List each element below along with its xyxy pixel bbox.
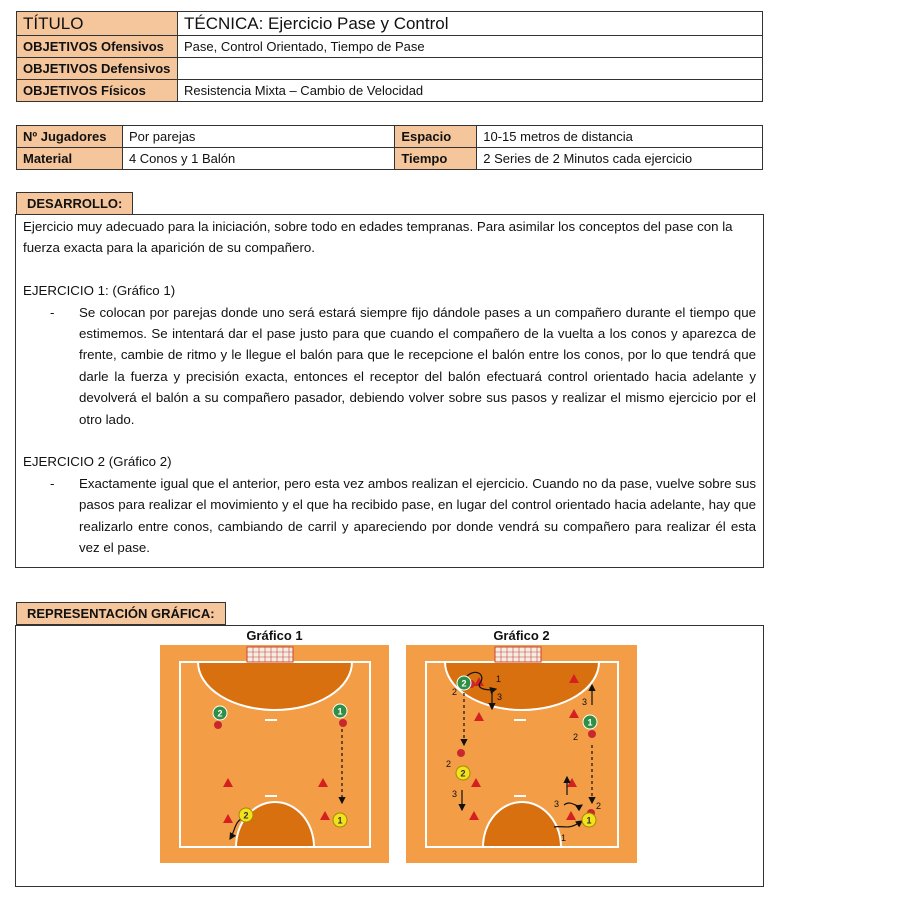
objetivos-fisicos-value: Resistencia Mixta – Cambio de Velocidad bbox=[177, 80, 762, 102]
espacio-label: Espacio bbox=[395, 126, 477, 148]
player1-icon bbox=[333, 704, 347, 718]
grafico1-diagram bbox=[160, 645, 389, 863]
player-number: 1 bbox=[337, 706, 343, 717]
player1-icon bbox=[333, 813, 347, 827]
run-label: 1 bbox=[496, 674, 502, 684]
player1-icon bbox=[583, 715, 597, 729]
player2-icon bbox=[457, 676, 471, 690]
run-label: 2 bbox=[452, 687, 458, 697]
player-number: 1 bbox=[587, 717, 593, 728]
tiempo-label: Tiempo bbox=[395, 148, 477, 170]
player2-icon bbox=[239, 808, 253, 822]
ejercicio2-text: Exactamente igual que el anterior, pero esta vez ambos realizan el ejercicio. Cuando no da pase, vuelve sobre sus pasos para realizar el movimiento y el que ha recibido pase, en lugar del control orientado hacia adelante, hay que realizarlo entre conos, cambiando de carril y apareciendo por donde vendrá su compañero para realizar él esta vez el pase. bbox=[79, 475, 756, 556]
player-number: 2 bbox=[460, 768, 466, 779]
player2-icon bbox=[456, 766, 470, 780]
player-number: 2 bbox=[243, 810, 249, 821]
player-number: 2 bbox=[217, 708, 223, 719]
player-number: 1 bbox=[337, 815, 343, 826]
info-table bbox=[16, 125, 763, 170]
grafico2-title: Gráfico 2 bbox=[493, 628, 550, 643]
titulo-label: TÍTULO bbox=[17, 12, 178, 36]
objetivos-defensivos-label: OBJETIVOS Defensivos bbox=[17, 58, 178, 80]
goal-net bbox=[247, 647, 293, 662]
player-number: 1 bbox=[586, 815, 592, 826]
ejercicio1-text: Se colocan por parejas donde uno será estará siempre fijo dándole pases a un compañero durante el tiempo que estimemos. Se intentará dar el pase justo para que cuando el compañero de la vuelta a los conos y aparezca de frente, cambie de ritmo y le llegue el balón para que le recepcione el balón entre los conos, por lo que tendrá que darle la fuerza y precisión exacta, entonces el receptor del balón efectuará control orientado hacia adelante y devolverá el balón a su compañero pasador, debiendo volver sobre sus pasos y realizar el mismo ejercicio por el otro lado. bbox=[79, 304, 756, 427]
ejercicio2-title: EJERCICIO 2 (Gráfico 2) bbox=[23, 454, 172, 470]
ejercicio1-item bbox=[23, 302, 756, 430]
grafica-heading: REPRESENTACIÓN GRÁFICA: bbox=[16, 602, 226, 625]
grafica-box bbox=[15, 625, 764, 887]
run-label: 2 bbox=[446, 759, 452, 769]
objetivos-defensivos-value bbox=[177, 58, 762, 80]
run-label: 3 bbox=[497, 692, 503, 702]
objetivos-fisicos-label: OBJETIVOS Físicos bbox=[17, 80, 178, 102]
material-value: 4 Conos y 1 Balón bbox=[122, 148, 394, 170]
bullet-dash: - bbox=[50, 475, 55, 491]
ejercicio2-item bbox=[23, 473, 756, 559]
desarrollo-intro: Ejercicio muy adecuado para la iniciación, sobre todo en edades tempranas. Para asimilar los conceptos del pase con la fuerza exacta para la aparición de su compañero. bbox=[23, 219, 733, 256]
ball-icon bbox=[588, 730, 596, 738]
grafico1-title: Gráfico 1 bbox=[246, 628, 303, 643]
player1-icon bbox=[582, 813, 596, 827]
run-label: 3 bbox=[582, 697, 588, 707]
title-table bbox=[16, 11, 763, 102]
player-number: 2 bbox=[461, 678, 467, 689]
ball-icon bbox=[214, 721, 222, 729]
objetivos-ofensivos-value: Pase, Control Orientado, Tiempo de Pase bbox=[177, 36, 762, 58]
desarrollo-box bbox=[15, 214, 764, 568]
run-label: 2 bbox=[573, 732, 579, 742]
ball-icon bbox=[457, 749, 465, 757]
desarrollo-heading: DESARROLLO: bbox=[16, 192, 133, 215]
ball-icon bbox=[339, 719, 347, 727]
run-label: 2 bbox=[596, 801, 602, 811]
grafico2-diagram bbox=[406, 645, 637, 863]
ejercicio1-title: EJERCICIO 1: (Gráfico 1) bbox=[23, 283, 176, 299]
objetivos-ofensivos-label: OBJETIVOS Ofensivos bbox=[17, 36, 178, 58]
run-label: 3 bbox=[554, 799, 560, 809]
goal-net bbox=[495, 647, 541, 662]
titulo-value: TÉCNICA: Ejercicio Pase y Control bbox=[177, 12, 762, 36]
player2-icon bbox=[213, 706, 227, 720]
run-label: 1 bbox=[561, 833, 567, 843]
material-label: Material bbox=[17, 148, 123, 170]
jugadores-value: Por parejas bbox=[122, 126, 394, 148]
espacio-value: 10-15 metros de distancia bbox=[477, 126, 763, 148]
jugadores-label: Nº Jugadores bbox=[17, 126, 123, 148]
bullet-dash: - bbox=[50, 304, 55, 320]
tiempo-value: 2 Series de 2 Minutos cada ejercicio bbox=[477, 148, 763, 170]
run-label: 3 bbox=[452, 789, 458, 799]
